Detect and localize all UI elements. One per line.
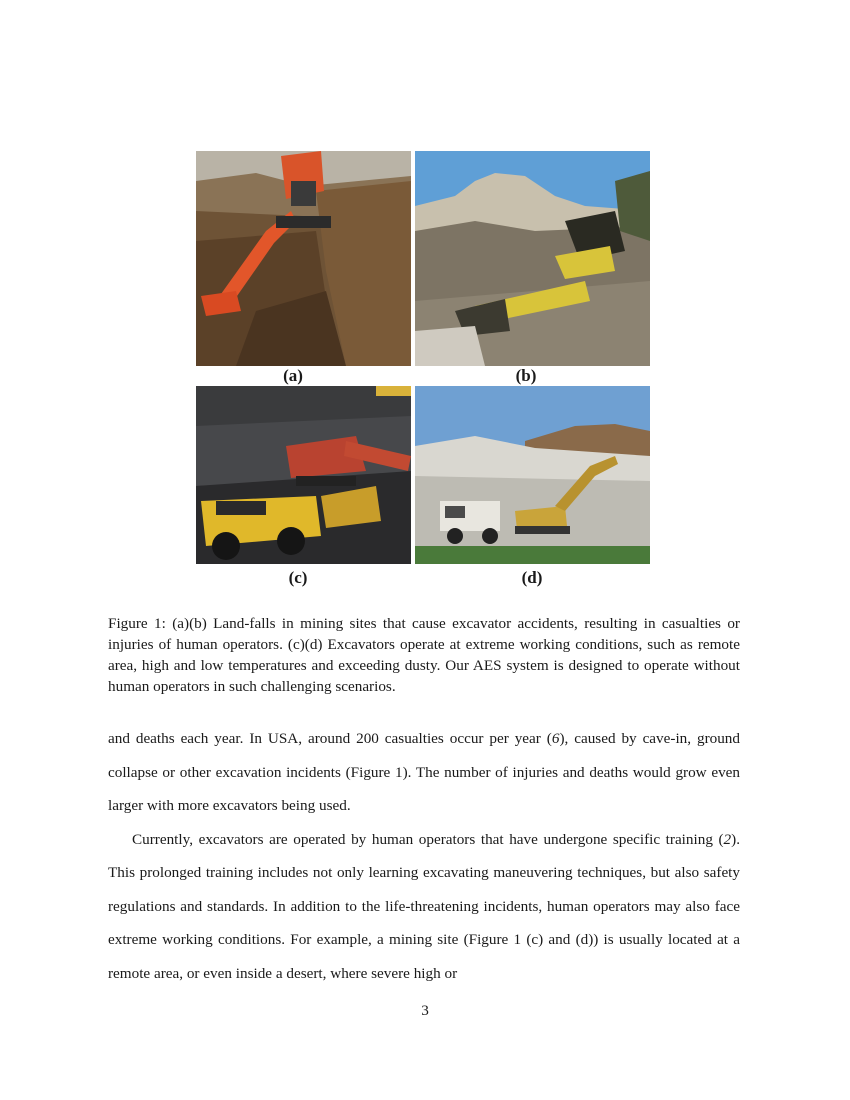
photo-c-mining-trucks	[196, 386, 411, 564]
photo-a-excavator-landfall	[196, 151, 411, 366]
citation-link[interactable]: 6	[551, 730, 560, 747]
citation-link[interactable]: 2	[723, 830, 732, 848]
figure-label-a: (a)	[283, 366, 303, 385]
body-text	[108, 722, 740, 990]
photo-d-quarry-excavator	[415, 386, 650, 564]
page-number: 3	[421, 1002, 429, 1019]
paragraph-2: Currently, excavators are operated by human operators that have undergone specific training (2). This prolonged training includes not only learning excavating maneuvering techniques, but also safety regulations and standards. In addition to the life-threatening incidents, human operators may also face extreme working conditions. For example, a mining site (Figure 1 (c) and (d)) is usually located at a remote area, or even inside a desert, where severe high or	[108, 830, 740, 982]
figure-label-b: (b)	[515, 366, 537, 385]
figure-label-c: (c)	[288, 568, 308, 587]
figure-label-d: (d)	[521, 568, 543, 587]
figure-caption: Figure 1: (a)(b) Land-falls in mining sites that cause excavator accidents, resulting in casualties or injuries of human operators. (c)(d) Excavators operate at extreme working conditions, such as remote area, high and low temperatures and exceeding dusty. Our AES system is designed to operate without human operators in such challenging scenarios.	[108, 615, 740, 695]
casualty-count: 200	[356, 730, 379, 747]
photo-b-overturned-excavator	[415, 151, 650, 366]
paragraph-1: and deaths each year. In USA, around 200 casualties occur per year (6), caused by cave-in, ground collapse or other excavation incidents (Figure 1). The number of injuries and deaths would grow even larger with more excavators being used.	[108, 730, 740, 814]
